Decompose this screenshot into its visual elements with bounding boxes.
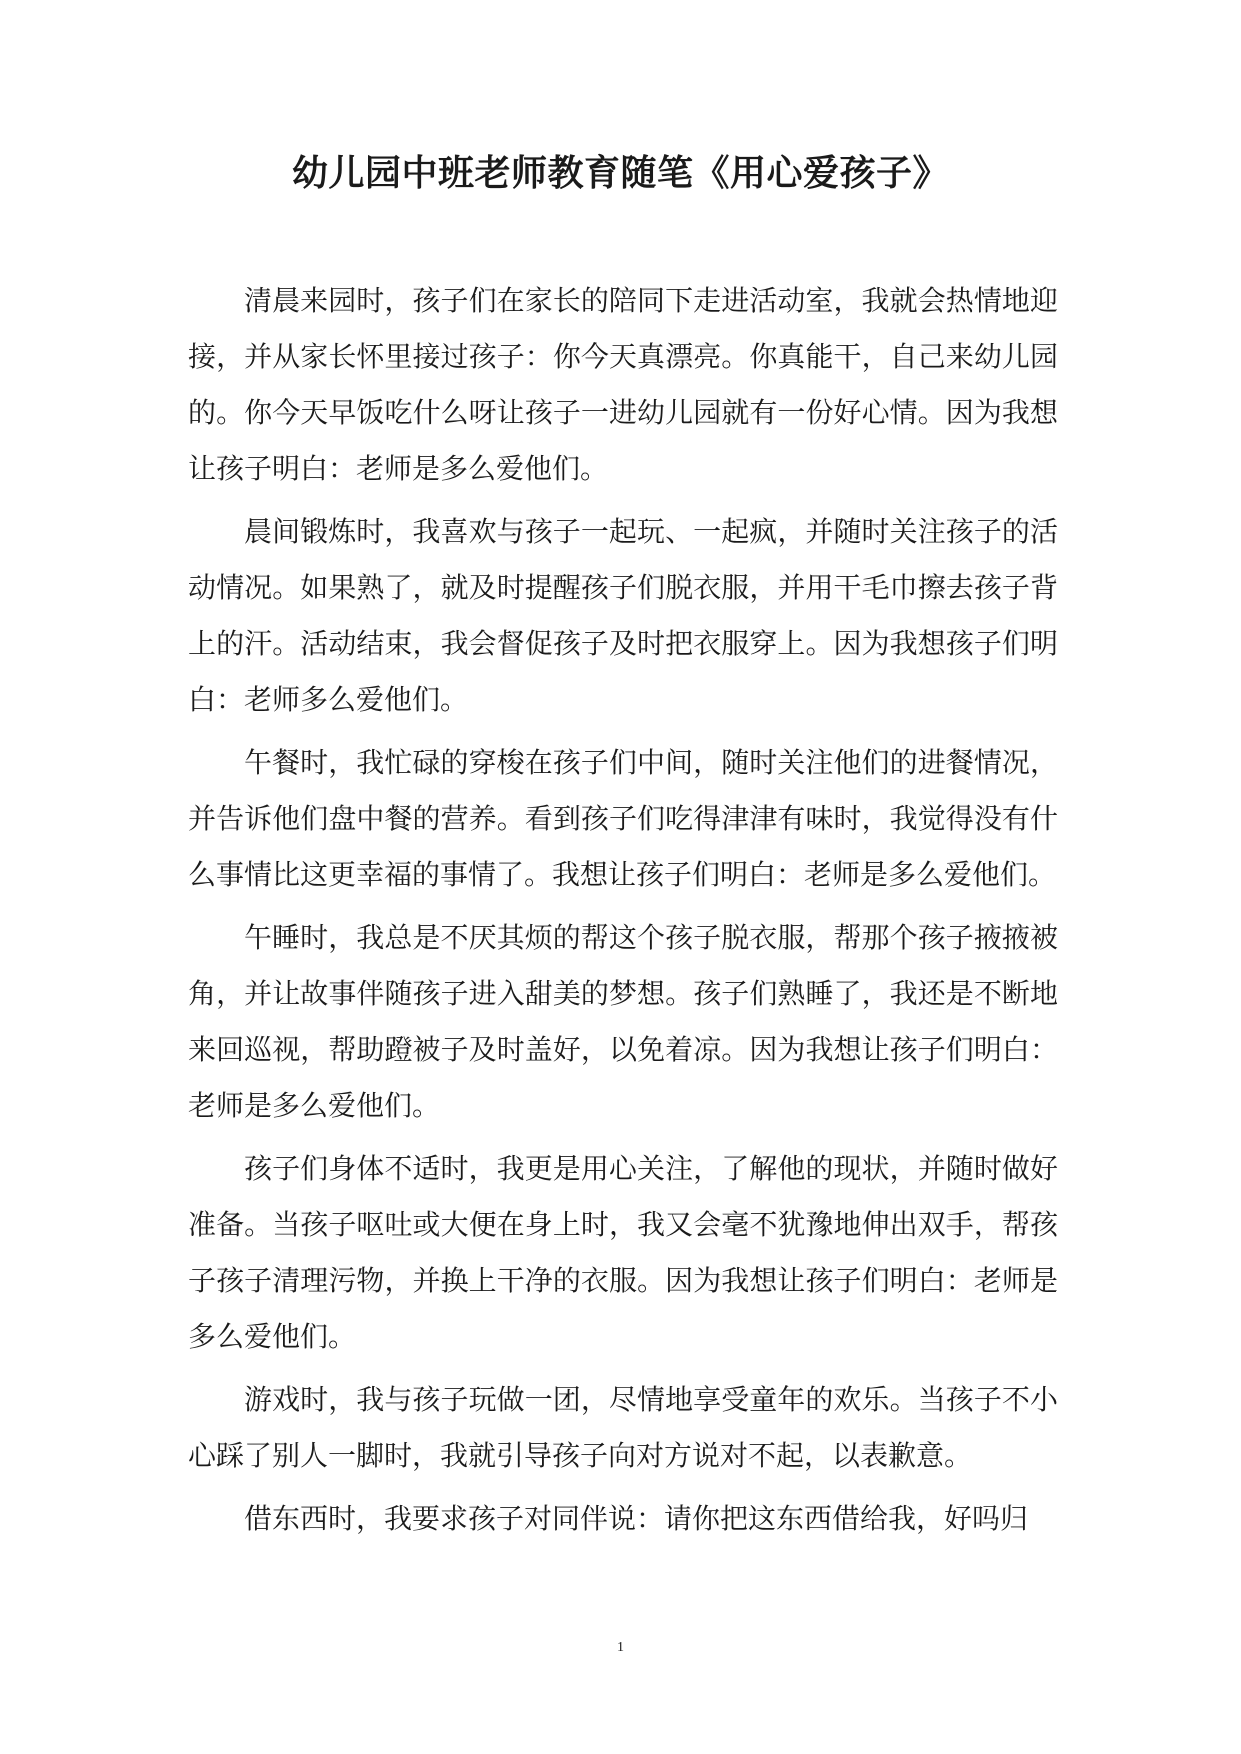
paragraph: 借东西时，我要求孩子对同伴说：请你把这东西借给我，好吗归 <box>244 1502 1029 1535</box>
paragraph: 午餐时，我忙碌的穿梭在孩子们中间，随时关注他们的进餐情况，并告诉他们盘中餐的营养。看到孩子们吃得津津有味时，我觉得没有什么事情比这更幸福的事情了。我想让孩子们明白：老师是多么爱他们。 <box>188 746 1058 891</box>
document-body <box>188 273 1058 1554</box>
page-number: 1 <box>617 1640 624 1655</box>
paragraph: 午睡时，我总是不厌其烦的帮这个孩子脱衣服，帮那个孩子掖掖被角，并让故事伴随孩子进入甜美的梦想。孩子们熟睡了，我还是不断地来回巡视，帮助蹬被子及时盖好，以免着凉。因为我想让孩子们明白：老师是多么爱他们。 <box>188 921 1058 1122</box>
paragraph: 晨间锻炼时，我喜欢与孩子一起玩、一起疯，并随时关注孩子的活动情况。如果熟了，就及时提醒孩子们脱衣服，并用干毛巾擦去孩子背上的汗。活动结束，我会督促孩子及时把衣服穿上。因为我想孩子们明白：老师多么爱他们。 <box>188 515 1058 716</box>
paragraph: 清晨来园时，孩子们在家长的陪同下走进活动室，我就会热情地迎接，并从家长怀里接过孩子：你今天真漂亮。你真能干，自己来幼儿园的。你今天早饭吃什么呀让孩子一进幼儿园就有一份好心情。因为我想让孩子明白：老师是多么爱他们。 <box>188 284 1058 485</box>
document-title: 幼儿园中班老师教育随笔《用心爱孩子》 <box>291 152 949 194</box>
paragraph: 游戏时，我与孩子玩做一团，尽情地享受童年的欢乐。当孩子不小心踩了别人一脚时，我就引导孩子向对方说对不起，以表歉意。 <box>188 1383 1058 1472</box>
paragraph: 孩子们身体不适时，我更是用心关注，了解他的现状，并随时做好准备。当孩子呕吐或大便在身上时，我又会毫不犹豫地伸出双手，帮孩子孩子清理污物，并换上干净的衣服。因为我想让孩子们明白：老师是多么爱他们。 <box>188 1152 1058 1353</box>
